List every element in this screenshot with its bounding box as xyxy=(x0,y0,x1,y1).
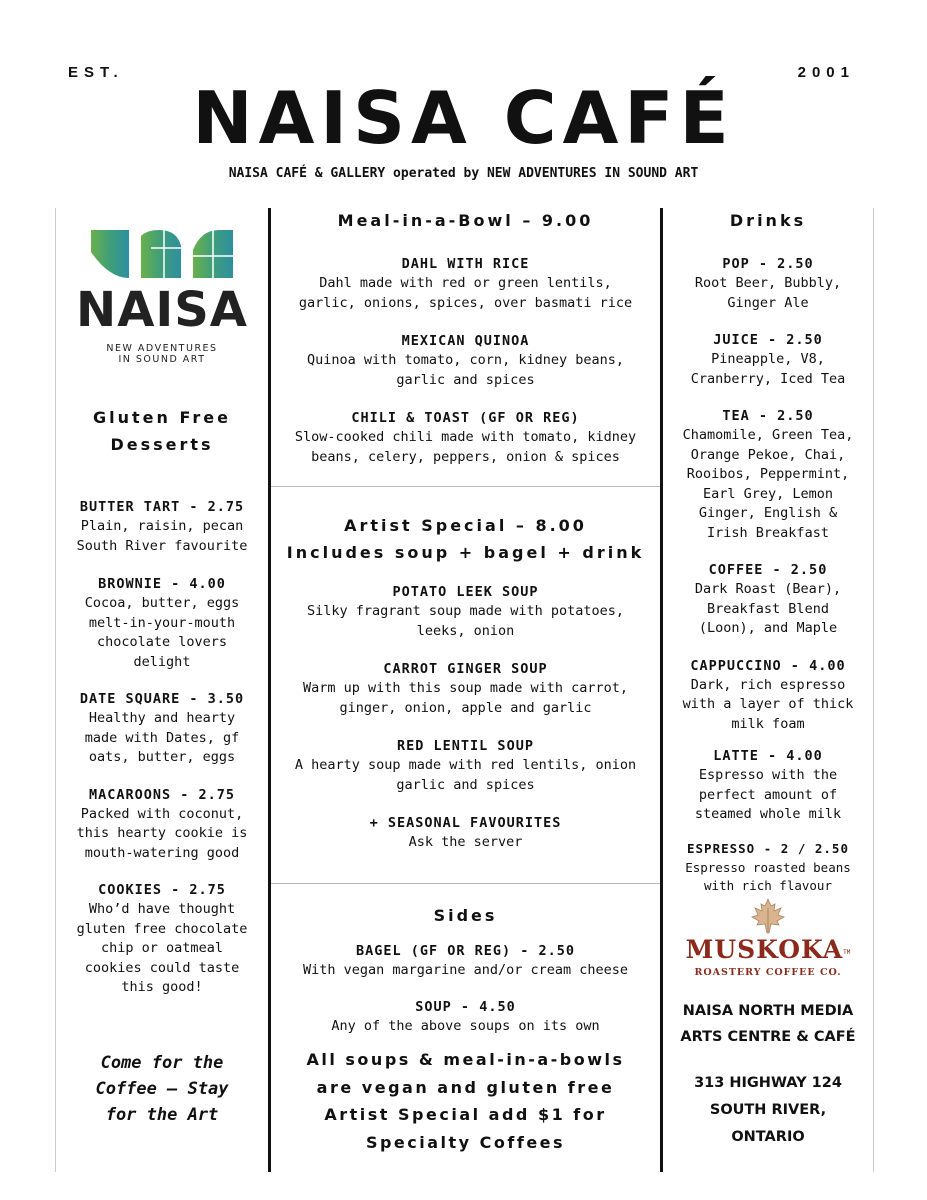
tagline xyxy=(56,1050,268,1128)
drink-desc-line: Irish Breakfast xyxy=(707,524,829,541)
tagline-line: Come for the xyxy=(100,1053,224,1073)
side-item xyxy=(271,941,660,981)
dessert-desc-line: oats, butter, eggs xyxy=(88,749,236,765)
side-name: BAGEL (GF OR REG) - 2.50 xyxy=(355,943,576,959)
drink-name: TEA - 2.50 xyxy=(722,408,814,424)
drink-name: ESPRESSO - 2 / 2.50 xyxy=(687,840,849,856)
drink-item xyxy=(663,746,873,825)
drink-desc-line: steamed whole milk xyxy=(694,806,842,822)
dessert-item xyxy=(56,785,268,864)
drink-name: CAPPUCCINO - 4.00 xyxy=(690,657,846,674)
dessert-desc-line: made with Dates, gf xyxy=(84,729,240,746)
drink-item xyxy=(663,839,873,895)
centre-name-line-1: NAISA NORTH MEDIA xyxy=(682,1003,854,1019)
drink-desc-line: Rooibos, Peppermint, xyxy=(686,466,850,482)
drink-item xyxy=(663,330,873,389)
dessert-desc-line: Who’d have thought xyxy=(88,901,236,917)
soup-desc-line: ginger, onion, apple and garlic xyxy=(339,699,592,716)
soup-desc-line: A hearty soup made with red lentils, onion xyxy=(294,757,637,773)
drink-desc-line: Cranberry, Iced Tea xyxy=(690,370,846,387)
drink-desc-line: perfect amount of xyxy=(698,786,838,803)
dessert-name: MACAROONS - 2.75 xyxy=(88,786,236,803)
drink-desc-line: Ginger, English & xyxy=(698,505,838,521)
drink-desc-line: Espresso roasted beans xyxy=(685,859,851,875)
dessert-item xyxy=(56,689,268,768)
year-label: 2001 xyxy=(797,64,855,81)
drink-desc-line: Root Beer, Bubbly, xyxy=(694,275,842,291)
dessert-desc-line: chocolate lovers xyxy=(96,634,228,650)
page-subtitle: NAISA CAFÉ & GALLERY operated by NEW ADVENTURES IN SOUND ART xyxy=(228,166,699,181)
dessert-desc-line: cookies could taste xyxy=(84,959,240,976)
drink-desc-line: Earl Grey, Lemon xyxy=(702,485,834,502)
dessert-item xyxy=(56,574,268,672)
drink-item xyxy=(663,406,873,543)
drink-name: POP - 2.50 xyxy=(722,256,814,272)
dessert-desc-line: chip or oatmeal xyxy=(101,940,223,956)
meal-in-a-bowl-section xyxy=(271,207,660,484)
drink-desc-line: Breakfast Blend xyxy=(707,600,829,617)
drinks-heading: Drinks xyxy=(729,211,807,230)
dessert-desc-line: gluten free chocolate xyxy=(76,920,248,937)
dessert-desc-line: Plain, raisin, pecan xyxy=(80,518,244,534)
naisa-logo xyxy=(56,228,268,365)
bowl-desc-line: beans, celery, peppers, onion & spices xyxy=(311,448,620,465)
note-line: All soups & meal-in-a-bowls xyxy=(306,1050,625,1069)
drink-item xyxy=(663,254,873,313)
dessert-name: BUTTER TART - 2.75 xyxy=(79,499,245,515)
right-border xyxy=(873,208,874,1172)
drink-desc-line: Orange Pekoe, Chai, xyxy=(690,446,846,463)
drink-item xyxy=(663,560,873,639)
drink-desc-line: Ginger Ale xyxy=(727,294,809,311)
muskoka-logo xyxy=(663,898,873,978)
bowl-desc-line: Slow-cooked chili made with tomato, kidney xyxy=(294,429,637,445)
tagline-line: Coffee – Stay xyxy=(95,1079,229,1099)
sides-section xyxy=(271,902,660,1156)
dessert-desc-line: Cocoa, butter, eggs xyxy=(84,595,240,611)
est-label: EST. xyxy=(68,64,124,81)
soup-name: + SEASONAL FAVOURITES xyxy=(369,815,562,831)
dessert-name: DATE SQUARE - 3.50 xyxy=(79,691,245,707)
logo-wordmark: NAISA xyxy=(76,282,248,338)
artist-special-subheading: Includes soup + bagel + drink xyxy=(286,543,645,562)
drink-item xyxy=(663,656,873,735)
trademark-mark: TM xyxy=(843,949,851,956)
bowl-item-name: CHILI & TOAST (GF OR REG) xyxy=(351,410,580,426)
dessert-desc-line: Healthy and hearty xyxy=(88,710,236,726)
centre-name-line-2: ARTS CENTRE & CAFÉ xyxy=(680,1029,856,1045)
muskoka-name: MUSKOKA xyxy=(685,935,844,964)
soup-desc-line: Ask the server xyxy=(408,834,523,850)
bowl-item-name: MEXICAN QUINOA xyxy=(401,333,530,349)
drink-desc-line: Espresso with the xyxy=(698,767,838,783)
address-line: ONTARIO xyxy=(731,1129,805,1145)
dessert-desc-line: melt-in-your-mouth xyxy=(88,614,236,631)
dessert-desc-line: this hearty cookie is xyxy=(76,825,248,841)
dessert-desc-line: delight xyxy=(133,653,191,670)
soup-desc-line: garlic and spices xyxy=(396,776,535,793)
drink-name: LATTE - 4.00 xyxy=(713,748,823,764)
soup-item xyxy=(271,659,660,718)
logo-tagline-1: NEW ADVENTURES xyxy=(106,343,218,354)
drink-desc-line: with rich flavour xyxy=(704,877,832,893)
drink-desc-line: with a layer of thick xyxy=(682,696,854,712)
desserts-heading-line-2: Desserts xyxy=(110,435,214,454)
logo-tagline-2: IN SOUND ART xyxy=(118,354,206,365)
page-title: NAISA CAFÉ xyxy=(192,76,735,160)
drinks-section xyxy=(663,207,873,912)
bowl-item xyxy=(271,408,660,467)
dessert-item xyxy=(56,497,268,556)
bowl-item-name: DAHL WITH RICE xyxy=(401,256,530,272)
sound-wave-logo-icon xyxy=(89,228,235,280)
muskoka-subtitle: ROASTERY COFFEE CO. xyxy=(694,967,842,978)
drink-desc-line: Pineapple, V8, xyxy=(711,351,825,367)
drink-name: JUICE - 2.50 xyxy=(713,332,823,348)
bowl-desc-line: Quinoa with tomato, corn, kidney beans, xyxy=(307,352,624,368)
section-divider-1 xyxy=(271,486,660,487)
dessert-desc-line: South River favourite xyxy=(76,537,248,554)
side-item xyxy=(271,997,660,1037)
meal-in-a-bowl-heading: Meal-in-a-Bowl – 9.00 xyxy=(337,211,594,230)
desserts-list xyxy=(56,497,268,1015)
drink-desc-line: Dark, rich espresso xyxy=(690,676,846,693)
address-line: SOUTH RIVER, xyxy=(709,1102,827,1118)
muskoka-wordmark xyxy=(663,936,873,967)
section-divider-2 xyxy=(271,883,660,884)
soup-item xyxy=(271,813,660,853)
soup-item xyxy=(271,582,660,641)
drink-desc-line: Dark Roast (Bear), xyxy=(694,581,842,597)
artist-special-heading: Artist Special – 8.00 xyxy=(344,516,587,535)
drink-desc-line: (Loon), and Maple xyxy=(698,620,838,636)
dessert-desc-line: this good! xyxy=(121,979,203,995)
note-line: Specialty Coffees xyxy=(365,1132,566,1152)
dessert-name: COOKIES - 2.75 xyxy=(98,882,226,898)
artist-special-section xyxy=(271,512,660,870)
note-line: are vegan and gluten free xyxy=(316,1077,615,1097)
bowl-desc-line: garlic and spices xyxy=(396,371,535,388)
dessert-desc-line: mouth-watering good xyxy=(84,844,240,861)
drink-name: COFFEE - 2.50 xyxy=(708,562,828,578)
bowl-desc-line: Dahl made with red or green lentils, xyxy=(319,275,612,291)
bowl-item xyxy=(271,331,660,390)
soup-item xyxy=(271,736,660,795)
soup-desc-line: Warm up with this soup made with carrot, xyxy=(302,680,629,696)
bowl-desc-line: garlic, onions, spices, over basmati rice xyxy=(298,294,633,311)
bowl-item xyxy=(271,254,660,313)
note-line: Artist Special add $1 for xyxy=(324,1105,607,1124)
dessert-item xyxy=(56,880,268,998)
address-line: 313 HIGHWAY 124 xyxy=(694,1075,842,1091)
side-desc-line: Any of the above soups on its own xyxy=(331,1017,600,1034)
soup-name: CARROT GINGER SOUP xyxy=(383,661,548,677)
maple-leaf-icon xyxy=(751,898,785,934)
soup-desc-line: leeks, onion xyxy=(416,622,515,639)
soup-name: POTATO LEEK SOUP xyxy=(392,584,539,600)
sides-heading: Sides xyxy=(433,906,498,925)
soup-name: RED LENTIL SOUP xyxy=(397,738,534,754)
desserts-heading xyxy=(56,404,268,458)
dessert-desc-line: Packed with coconut, xyxy=(80,805,244,822)
side-name: SOUP - 4.50 xyxy=(415,998,516,1015)
drink-desc-line: Chamomile, Green Tea, xyxy=(682,427,854,443)
soup-desc-line: Silky fragrant soup made with potatoes, xyxy=(307,603,624,619)
tagline-line: for the Art xyxy=(105,1105,219,1125)
side-desc-line: With vegan margarine and/or cream cheese xyxy=(302,962,629,978)
centre-info xyxy=(663,998,873,1151)
desserts-heading-line-1: Gluten Free xyxy=(93,408,231,427)
dessert-name: BROWNIE - 4.00 xyxy=(98,576,226,592)
drink-desc-line: milk foam xyxy=(731,715,805,732)
